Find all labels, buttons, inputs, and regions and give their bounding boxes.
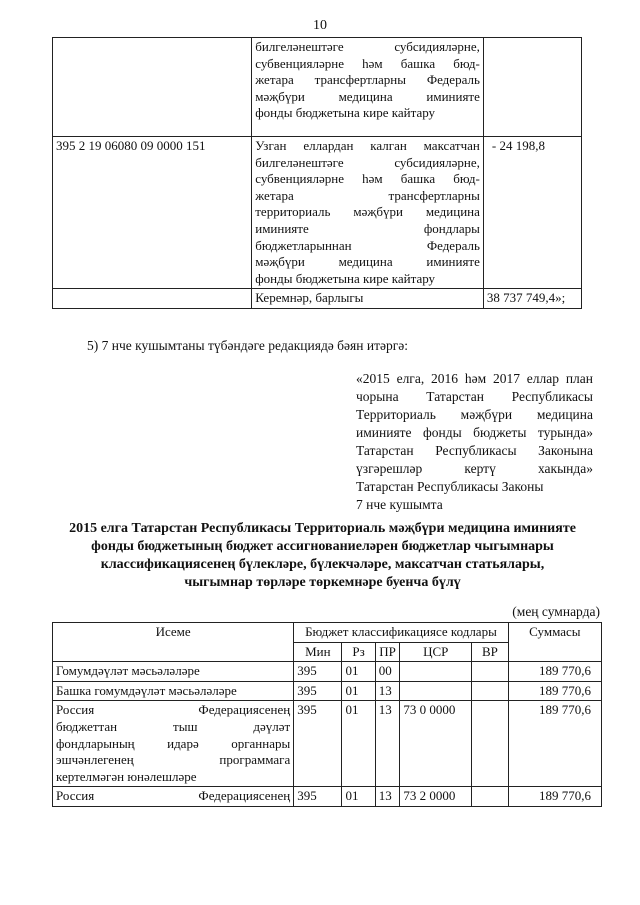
row-pr: 13 xyxy=(375,787,400,807)
row-rz: 01 xyxy=(342,787,375,807)
code-cell xyxy=(53,289,252,309)
annex-line: үзгәрешләр кертү хакында» xyxy=(356,461,593,476)
row-name-line: Россия Федерациясенең xyxy=(56,702,291,718)
code-cell xyxy=(53,38,252,137)
description-line: территориаль мәҗбүри медицина xyxy=(255,204,480,220)
total-amount: 38 737 749,4»; xyxy=(483,289,581,309)
table-row xyxy=(53,681,602,701)
description-line: мәҗбүри медицина иминияте xyxy=(255,88,480,104)
row-min: 395 xyxy=(294,662,342,682)
header-pr: ПР xyxy=(375,642,400,662)
row-min: 395 xyxy=(294,787,342,807)
annex-caption xyxy=(356,370,593,514)
description-line: субвенцияләрне һәм башка бюд- xyxy=(255,55,480,71)
description-line: жетара трансфертларны xyxy=(255,187,480,203)
header-codes: Бюджет классификациясе кодлары xyxy=(294,623,508,643)
row-rz: 01 xyxy=(342,701,375,787)
row-pr: 00 xyxy=(375,662,400,682)
row-pr: 13 xyxy=(375,701,400,787)
header-name: Исеме xyxy=(53,623,294,662)
table-row xyxy=(53,662,602,682)
row-name xyxy=(53,701,294,787)
row-rz: 01 xyxy=(342,662,375,682)
heading-line: классификациясенең бүлекләре, бүлекчәләре, максатчан статьялары, xyxy=(100,557,545,572)
row-name-line: фондларының идарә органнары xyxy=(56,735,291,751)
description-line: фонды бюджетына кире кайтару xyxy=(255,270,436,286)
row-sum: 189 770,6 xyxy=(508,787,601,807)
description-line: Узган еллардан калган максатчан xyxy=(255,138,480,153)
row-csr: 73 0 0000 xyxy=(400,701,472,787)
description-line: билгеләнештәге субсидияләрне, xyxy=(255,154,480,170)
annex-line: «2015 елга, 2016 һәм 2017 еллар план xyxy=(356,371,593,386)
table-row xyxy=(53,38,582,137)
row-vr xyxy=(472,681,509,701)
annex-line: Татарстан Республикасы Законы xyxy=(356,479,544,494)
header-sum: Суммасы xyxy=(508,623,601,662)
row-name-line: Россия Федерациясенең xyxy=(56,788,291,804)
item-5-text: 5) 7 нче кушымтаны түбәндәге редакциядә бәян итәргә: xyxy=(87,338,408,353)
row-name-line: бюджеттан тыш дәүләт xyxy=(56,718,291,734)
annex-line: Территориаль мәҗбүри медицина xyxy=(356,407,593,422)
description-cell xyxy=(252,38,484,137)
row-rz: 01 xyxy=(342,681,375,701)
allocation-table xyxy=(52,622,602,807)
row-min: 395 xyxy=(294,701,342,787)
description-line: мәҗбүри медицина иминияте xyxy=(255,254,480,270)
row-sum: 189 770,6 xyxy=(508,681,601,701)
table-row xyxy=(53,289,582,309)
units-note: (мең сумнарда) xyxy=(512,604,600,619)
amount-cell: - 24 198,8 xyxy=(483,137,581,289)
annex-line: иминияте фонды бюджеты турында» xyxy=(356,425,593,440)
table-row xyxy=(53,701,602,787)
annex-line: чорына Татарстан Республикасы xyxy=(356,389,593,404)
page-number: 10 xyxy=(313,18,327,33)
heading-line: фонды бюджетының бюджет ассигнованиеләрен бюджетлар чыгымнары xyxy=(91,539,554,554)
row-min: 395 xyxy=(294,681,342,701)
description-cell xyxy=(252,137,484,289)
header-rz: Рз xyxy=(342,642,375,662)
table-row xyxy=(53,787,602,807)
header-min: Мин xyxy=(294,642,342,662)
row-name-line: кертелмәгән юнәлешләре xyxy=(56,768,197,784)
code-cell: 395 2 19 06080 09 0000 151 xyxy=(53,137,252,289)
description-line: фонды бюджетына кире кайтару xyxy=(255,105,436,121)
amount-cell xyxy=(483,38,581,137)
row-sum: 189 770,6 xyxy=(508,662,601,682)
annex-line: 7 нче кушымта xyxy=(356,497,443,512)
row-sum: 189 770,6 xyxy=(508,701,601,787)
row-csr xyxy=(400,662,472,682)
row-name: Гомумдәүләт мәсьәләләре xyxy=(53,662,294,682)
row-csr xyxy=(400,681,472,701)
header-csr: ЦСР xyxy=(400,642,472,662)
row-name: Башка гомумдәүләт мәсьәләләре xyxy=(53,681,294,701)
description-line: иминияте фондлары xyxy=(255,220,480,236)
row-name-line: эшчәнлегенең программага xyxy=(56,752,291,768)
heading-line: чыгымнар төрләре төркемнәре буенча бүлү xyxy=(184,575,461,590)
description-line: бюджетларыннан Федераль xyxy=(255,237,480,253)
row-vr xyxy=(472,787,509,807)
row-pr: 13 xyxy=(375,681,400,701)
header-vr: ВР xyxy=(472,642,509,662)
section-heading xyxy=(40,520,605,592)
description-line: субвенцияләрне һәм башка бюд- xyxy=(255,171,480,187)
row-name xyxy=(53,787,294,807)
table-row xyxy=(53,137,582,289)
annex-line: Татарстан Республикасы Законына xyxy=(356,443,593,458)
row-vr xyxy=(472,662,509,682)
header-row xyxy=(53,623,602,643)
row-csr: 73 2 0000 xyxy=(400,787,472,807)
row-vr xyxy=(472,701,509,787)
description-line: жетара трансфертларны Федераль xyxy=(255,72,480,88)
description-line: билгеләнештәге субсидияләрне, xyxy=(255,39,480,54)
income-table xyxy=(52,37,582,309)
total-label: Керемнәр, барлыгы xyxy=(252,289,484,309)
heading-line: 2015 елга Татарстан Республикасы Территориаль мәҗбүри медицина иминияте xyxy=(69,521,576,536)
